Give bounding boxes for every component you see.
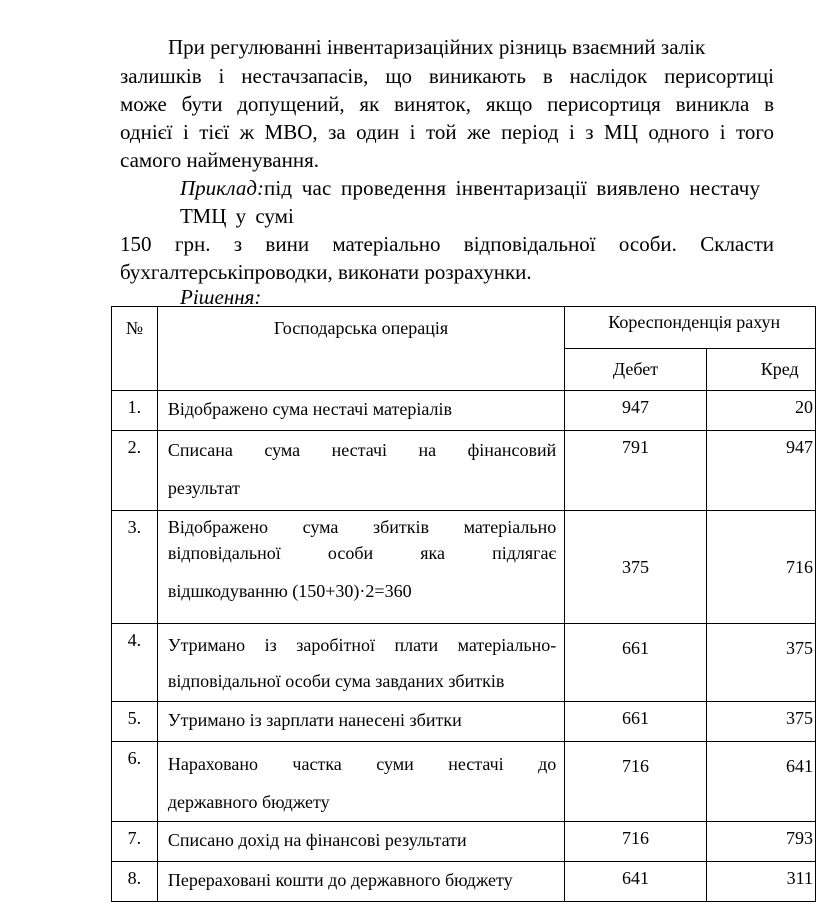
row-debit: 661 <box>565 624 707 702</box>
table-row <box>112 702 816 742</box>
table-row <box>112 391 816 431</box>
row-debit: 375 <box>565 511 707 624</box>
example-line-4: бухгалтерськіпроводки, виконати розрахунки. <box>120 260 532 284</box>
row-operation-line: відповідальної особи сума завданих збитків <box>167 671 505 691</box>
row-num: 4. <box>112 624 158 702</box>
row-num: 7. <box>112 822 158 862</box>
row-num: 8. <box>112 862 158 902</box>
table-header-row <box>112 307 816 349</box>
header-num: № <box>112 307 158 391</box>
row-credit: 375 <box>706 624 815 702</box>
header-debit: Дебет <box>565 349 707 391</box>
intro-line-3: може бути допущений, як виняток, якщо перисортиця виникла в <box>120 92 774 116</box>
intro-line-1: При регулюванні інвентаризаційних різниць взаємний залік <box>168 35 706 59</box>
example-line-3: 150 грн. з вини матеріально відповідальної особи. Скласти <box>120 232 774 256</box>
row-num: 1. <box>112 391 158 431</box>
row-operation-line: відповідальної особи яка підлягає <box>167 543 557 563</box>
example-text-1: під час проведення інвентаризації виявлено нестачу <box>263 176 761 200</box>
table-row <box>112 742 816 822</box>
example-label: Приклад: <box>180 176 264 200</box>
row-credit: 311 <box>706 862 815 902</box>
row-credit: 716 <box>706 511 815 624</box>
row-operation: Відображено сума нестачі матеріалів <box>157 391 564 431</box>
header-credit: Кред <box>706 349 815 391</box>
table-row <box>112 431 816 511</box>
row-debit: 716 <box>565 822 707 862</box>
table-row <box>112 862 816 902</box>
row-debit: 791 <box>565 431 707 511</box>
row-num: 6. <box>112 742 158 822</box>
row-operation-line: результат <box>167 478 240 498</box>
row-operation: Утримано із зарплати нанесені збитки <box>157 702 564 742</box>
row-operation: Списано дохід на фінансові результати <box>157 822 564 862</box>
intro-line-2: залишків і нестачзапасів, що виникають в наслідок перисортиці <box>120 64 774 88</box>
header-operation: Господарська операція <box>157 307 564 391</box>
row-operation-line: відшкодуванню (150+30)·2=360 <box>167 581 412 601</box>
row-debit: 661 <box>565 702 707 742</box>
transactions-table <box>111 306 816 902</box>
row-credit: 947 <box>706 431 815 511</box>
intro-line-4: однієї і тієї ж МВО, за один і той же період і з МЦ одного і того <box>120 120 774 144</box>
row-debit: 947 <box>565 391 707 431</box>
row-operation <box>157 431 564 511</box>
example-line-1 <box>180 174 816 203</box>
table-row <box>112 624 816 702</box>
row-debit: 716 <box>565 742 707 822</box>
row-credit: 20 <box>706 391 815 431</box>
row-credit: 793 <box>706 822 815 862</box>
row-credit: 641 <box>706 742 815 822</box>
table-row <box>112 511 816 624</box>
row-operation-line: Відображено сума збитків матеріально <box>167 517 557 537</box>
row-operation-line: Утримано із заробітної плати матеріально- <box>167 635 557 655</box>
solution-label: Рішення: <box>180 285 262 309</box>
table-row <box>112 822 816 862</box>
header-correspondence: Кореспонденція рахун <box>565 307 816 349</box>
row-operation-line: Списана сума нестачі на фінансовий <box>167 440 557 460</box>
row-operation <box>157 511 564 624</box>
row-operation-line: Нараховано частка суми нестачі до <box>167 754 557 774</box>
row-num: 3. <box>112 511 158 624</box>
row-operation <box>157 742 564 822</box>
row-operation <box>157 624 564 702</box>
row-operation: Перераховані кошти до державного бюджету <box>157 862 564 902</box>
row-operation-line: державного бюджету <box>167 792 330 812</box>
row-num: 2. <box>112 431 158 511</box>
row-credit: 375 <box>706 702 815 742</box>
row-num: 5. <box>112 702 158 742</box>
example-line-2: ТМЦ у сумі <box>180 204 294 228</box>
intro-line-5: самого найменування. <box>120 148 320 172</box>
row-debit: 641 <box>565 862 707 902</box>
